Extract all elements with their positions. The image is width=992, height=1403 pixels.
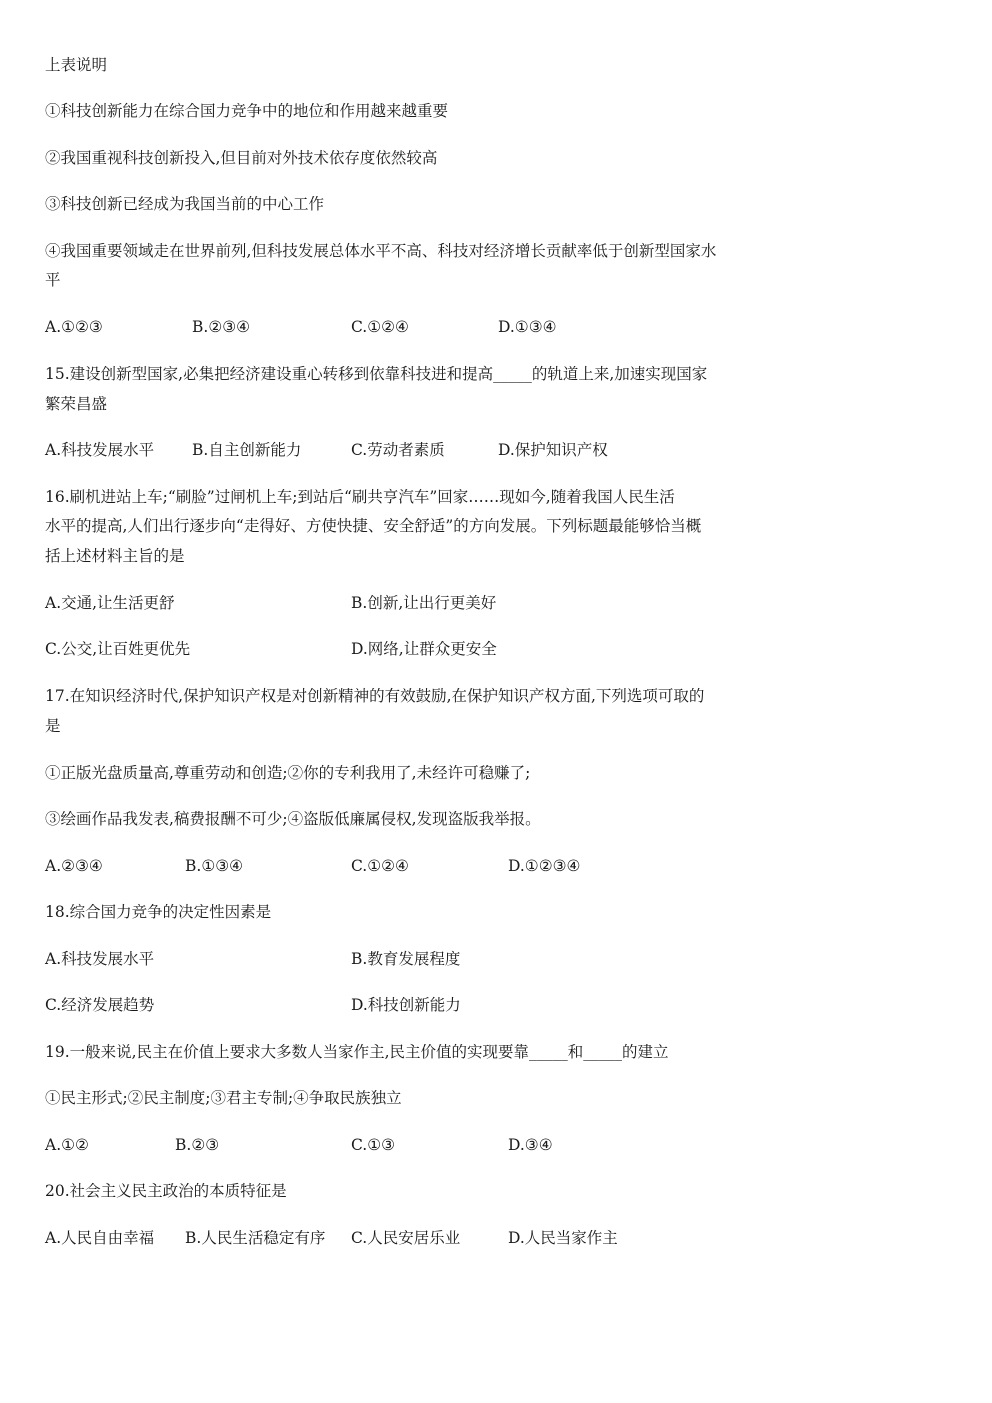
q19-option-c: C.①③: [351, 1136, 396, 1154]
q15-stem-line-2: 繁荣昌盛: [45, 395, 108, 413]
q20-option-a: A.人民自由幸福: [45, 1229, 155, 1247]
q15-option-b: B.自主创新能力: [192, 441, 302, 459]
q20-option-c: C.人民安居乐业: [351, 1229, 461, 1247]
q17-item-line-1: ①正版光盘质量高,尊重劳动和创造;②你的专利我用了,未经许可稳赚了;: [45, 764, 531, 782]
q20-option-b: B.人民生活稳定有序: [185, 1229, 326, 1247]
q17-option-d: D.①②③④: [508, 857, 581, 875]
q18-option-c: C.经济发展趋势: [45, 996, 155, 1014]
q17-stem-line-1: 17.在知识经济时代,保护知识产权是对创新精神的有效鼓励,在保护知识产权方面,下列选项可取的: [45, 687, 705, 705]
intro-title: 上表说明: [45, 56, 108, 74]
q16-option-b: B.创新,让出行更美好: [351, 594, 497, 612]
intro-option-d: D.①③④: [498, 318, 557, 336]
intro-option-b: B.②③④: [192, 318, 251, 336]
q16-option-d: D.网络,让群众更安全: [351, 640, 497, 658]
q20-stem: 20.社会主义民主政治的本质特征是: [45, 1182, 287, 1200]
q16-option-a: A.交通,让生活更舒: [45, 594, 175, 612]
q17-item-line-2: ③绘画作品我发表,稿费报酬不可少;④盗版低廉属侵权,发现盗版我举报。: [45, 810, 541, 828]
q18-option-d: D.科技创新能力: [351, 996, 461, 1014]
intro-item-2: ②我国重视科技创新投入,但目前对外技术依存度依然较高: [45, 149, 438, 167]
q17-option-a: A.②③④: [45, 857, 103, 875]
intro-item-1: ①科技创新能力在综合国力竞争中的地位和作用越来越重要: [45, 102, 449, 120]
q16-option-c: C.公交,让百姓更优先: [45, 640, 191, 658]
q15-stem-line-1: 15.建设创新型国家,必集把经济建设重心转移到依靠科技进和提高_____的轨道上来,加速实现国家: [45, 365, 708, 383]
q15-option-d: D.保护知识产权: [498, 441, 608, 459]
q17-stem-line-2: 是: [45, 717, 61, 735]
q19-option-b: B.②③: [175, 1136, 220, 1154]
q18-option-b: B.教育发展程度: [351, 950, 461, 968]
q18-option-a: A.科技发展水平: [45, 950, 155, 968]
q15-option-c: C.劳动者素质: [351, 441, 445, 459]
intro-item-3: ③科技创新已经成为我国当前的中心工作: [45, 195, 325, 213]
intro-option-a: A.①②③: [45, 318, 103, 336]
q16-stem-line-2: 水平的提高,人们出行逐步向“走得好、方使快捷、安全舒适”的方向发展。下列标题最能够恰当概: [45, 517, 702, 535]
q16-stem-line-1: 16.刷机进站上车;“刷脸”过闸机上车;到站后“刷共亨汽车”回家……现如今,随着我国人民生活: [45, 488, 675, 506]
q15-option-a: A.科技发展水平: [45, 441, 155, 459]
intro-option-c: C.①②④: [351, 318, 409, 336]
q17-option-b: B.①③④: [185, 857, 244, 875]
q17-option-c: C.①②④: [351, 857, 409, 875]
q19-items: ①民主形式;②民主制度;③君主专制;④争取民族独立: [45, 1089, 402, 1107]
q19-stem: 19.一般来说,民主在价值上要求大多数人当家作主,民主价值的实现要靠_____和_____的建立: [45, 1043, 669, 1061]
q20-option-d: D.人民当家作主: [508, 1229, 618, 1247]
q19-option-d: D.③④: [508, 1136, 553, 1154]
intro-item-4-cont: 平: [45, 271, 61, 289]
q18-stem: 18.综合国力竞争的决定性因素是: [45, 903, 272, 921]
q19-option-a: A.①②: [45, 1136, 89, 1154]
q16-stem-line-3: 括上述材料主旨的是: [45, 547, 185, 565]
intro-item-4: ④我国重要领域走在世界前列,但科技发展总体水平不高、科技对经济增长贡献率低于创新型国家水: [45, 242, 717, 260]
